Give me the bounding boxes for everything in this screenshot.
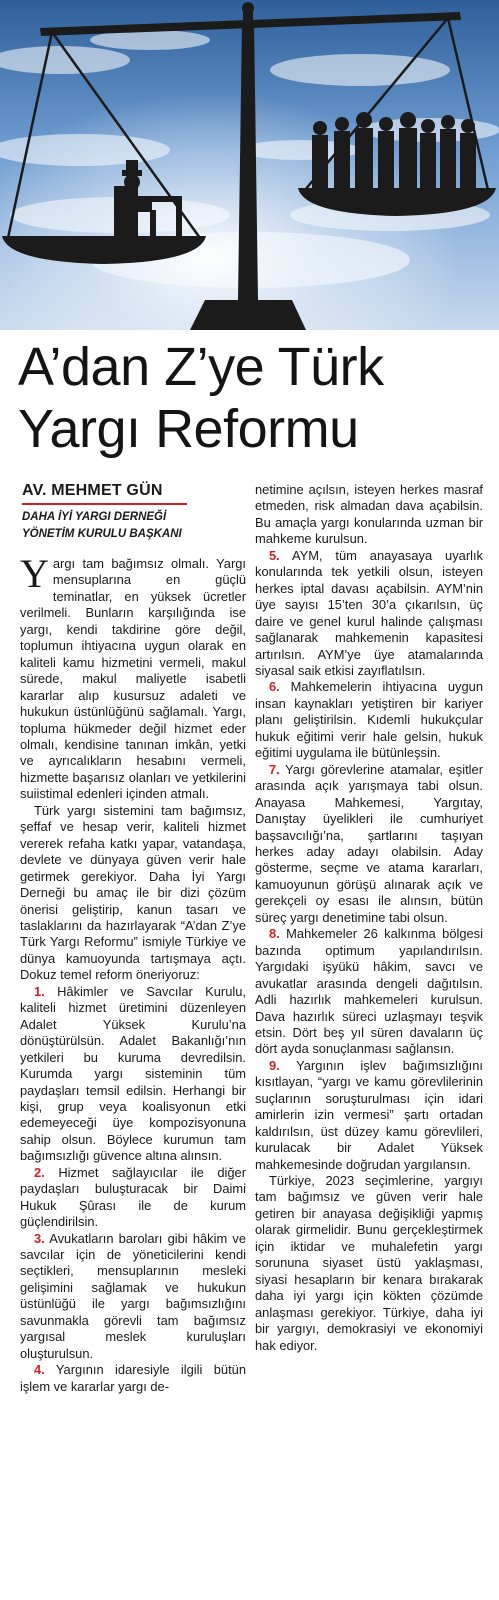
author-rule-divider [22, 503, 187, 505]
byline [22, 482, 234, 543]
reform-item-8: 8. Mahkemeler 26 kalkınma bölgesi bazında optimum yapılandırılsın. Yargıdaki işyükü hâkim, savcı ve avukatlar arasında dengeli dağıtılsın. Adli hazırlık mahkemeleri kurulsun. Dava hazırlık süreci uzlaşmayı teşvik etsin. Dört beş yıl süren davaların üç dört ayda sonuçlanması sağlansın. [255, 926, 483, 1057]
item-number: 3. [34, 1230, 45, 1246]
item-number: 1. [34, 983, 45, 999]
reform-item-7: 7. Yargı görevlerine atamalar, eşitler arasında açık yarışmaya tabi olsun. Anayasa Mahkemesi, Yargıtay, Danıştay üyelikleri ile cumhuriyet başsavcılığı’na, şartlarını taşıyan herkes aday adayı olabilsin. Aday gösterme, seçme ve atama kararları, kamuoyunun görüşü alınarak açık ve gerekçeli oy esası ile alınsın, bütün süreç yargı denetimine tabi olsun. [255, 761, 483, 925]
reform-item-6: 6. Mahkemelerin ihtiyacına uygun insan kaynakları yetiştiren bir kariyer planı geliştirilsin. Kıdemli hukukçular hukuk eğitimi verir hale gelsin, hukuk eğitimi uygulama ile bütünleşsin. [255, 679, 483, 761]
reform-item-2: 2. Hizmet sağlayıcılar ile diğer paydaşları buluşturacak bir Daimi Hukuk Şûrası ile de kurum güçlendirilsin. [20, 1164, 246, 1230]
reform-item-4: 4. Yargının idaresiyle ilgili bütün işlem ve kararlar yargı de- [20, 1362, 246, 1394]
author-title: DAHA İYİ YARGI DERNEĞİ YÖNETİM KURULU BAŞKANI [22, 511, 182, 540]
item-number: 5. [269, 547, 280, 563]
item-number: 7. [269, 761, 280, 777]
item-number: 6. [269, 679, 280, 695]
reform-item-9: 9. Yargının işlev bağımsızlığını kısıtlayan, “yargı ve kamu görevlilerinin suçlarının soruşturulması için idari amirlerin izin vermesi” şartı ortadan kaldırılsın, üst düzey kamu görevlileri, kurulacak bir Adalet Yüksek mahkemesinde doğrudan yargılansın. [255, 1057, 483, 1172]
reform-item-3: 3. Avukatların baroları gibi hâkim ve savcılar için de yöneticilerini kendi seçtikleri, mensuplarının mesleki gelişimini sağlamak ve hukukun üstünlüğü ile yargı bağımsızlığını savunmakla görevli tam bağımsız yargısal meslek kuruluşları oluşturulsun. [20, 1230, 247, 1361]
drop-cap: Y [20, 551, 49, 596]
item-number: 9. [269, 1057, 280, 1073]
item-number: 4. [34, 1362, 45, 1378]
paragraph-continued: netimine açılsın, isteyen herkes masraf etmeden, risk almadan dava açabilsin. Bu amaçla yargı konularında uzman bir mahkeme kurulsun. [255, 482, 483, 547]
paragraph: Türk yargı sistemini tam bağımsız, şeffaf ve hesap verir, kaliteli hizmet vererek refaha katkı yapar, vatandaşa, devlete ve dünyaya güven verir hale getirmek gerekiyor. Daha İyi Yargı Derneği bu amaç ile bir dizi çözüm önerisi geliştirip, kanun tasarı ve taslaklarını da hazırlayarak “A’dan Z’ye Türk Yargı Reformu” ismiyle Türkiye ve dünya kamuoyunda tartışmaya açtı. Dokuz temel reform öneriyoruz: [20, 802, 246, 983]
reform-item-1: 1. Hâkimler ve Savcılar Kurulu, kaliteli hizmet üretimini düzenleyen Adalet Yüksek Kurulu’na dönüştürülsün. Adalet Bakanlığı’nın yetkileri bu kuruma devredilsin. Kurumda yargı sisteminin tüm paydaşları temsil edilsin. Herhangi bir kişi, grup veya koalisyonun etki edemeyeceği üye kompozisyonuna sahip olsun. Böylece kurumun tam bağımsızlığı güvence altına alınsın. [20, 983, 246, 1164]
right-column [255, 482, 483, 1354]
reform-item-5: 5. AYM, tüm anayasaya uyarlık konularında tek yetkili olsun, isteyen herkes iptal davası açabilsin. AYM’nin üye sayısı 15’ten 30’a çıkarılsın, üç daire ve genel kurul halinde çalışması sağlanarak mahkemenin kapasitesi artırılsın. AYM’ye üye atamalarında siyasal saik etkisi zayıflatılsın. [255, 547, 483, 678]
item-number: 8. [269, 926, 280, 942]
hero-image [0, 0, 499, 330]
author-name: AV. MEHMET GÜN [22, 482, 163, 499]
left-column [20, 551, 247, 1395]
paragraph-conclusion: Türkiye, 2023 seçimlerine, yargıyı tam bağımsız ve güven verir hale getiren bir anayasa değişikliği yapmış olarak girmelidir. Bunu gerçekleştirmek için iktidar ve muhalefetin yargı sorununa siyaset üstü yaklaşması, siyasi hesapların bir kenara bırakarak daha iyi yargı için kökten çözümde anlaşması gerekiyor. Türkiye, daha iyi bir yargıyı, demokrasiyi ve ekonomiyi hak ediyor. [255, 1173, 483, 1353]
balance-scale-illustration [0, 0, 499, 330]
paragraph: Yargı tam bağımsız olmalı. Yargı mensuplarına en güçlü teminatlar, en yüksek ücretler verilmeli. Bunların karşılığında ise yargı, kendi takdirine göre değil, toplumun ihtiyacına uygun olarak en kaliteli kamu hizmetini vermeli, makul sürede, makul maliyetle isabetli kararlar alıp kusursuz adaleti ve hukukun üstünlüğünü sağlamalı. Yargı, topluma hükmeder değil hizmet eder olmalı, kendisine tanınan imkân, yetki ve ayrıcalıkların hesabını vermeli, hizmette başarısız olanları ve yetkilerini suiistimal edenleri içinden atmalı. [20, 551, 246, 802]
item-number: 2. [34, 1164, 45, 1180]
article-headline: A’dan Z’ye Türk Yargı Reformu [18, 337, 384, 459]
